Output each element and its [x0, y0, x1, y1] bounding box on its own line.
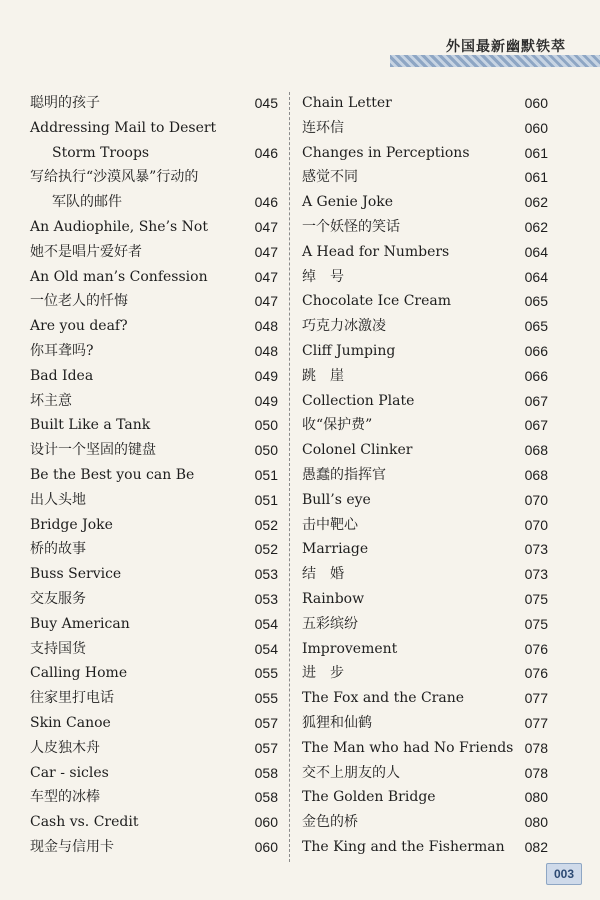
toc-entry — [30, 165, 278, 190]
toc-entry — [30, 488, 278, 513]
toc-entry-title: An Audiophile, She’s Not — [30, 218, 208, 235]
toc-entry-title: 结 婚 — [302, 566, 344, 583]
toc-entry — [30, 364, 278, 389]
toc-entry-title: 交友服务 — [30, 590, 86, 607]
toc-entry-page: 077 — [524, 714, 548, 731]
toc-entry-page: 049 — [254, 392, 278, 409]
toc-entry — [30, 562, 278, 587]
toc-entry-title: 金色的桥 — [302, 814, 358, 831]
toc-entry-page: 057 — [254, 714, 278, 731]
toc-entry-page: 045 — [254, 95, 278, 111]
toc-entry — [30, 711, 278, 736]
toc-entry — [30, 339, 278, 364]
toc-entry-title: Built Like a Tank — [30, 417, 151, 434]
toc-entry — [30, 389, 278, 414]
toc-entry-page: 082 — [524, 838, 548, 855]
toc-entry-title: 支持国货 — [30, 640, 86, 657]
toc-entry-title: Rainbow — [302, 590, 365, 607]
toc-entry — [302, 438, 548, 463]
toc-entry-title: 狐狸和仙鹤 — [302, 714, 372, 731]
toc-entry-title: Are you deaf? — [30, 318, 128, 335]
toc-entry-title: Skin Canoe — [30, 714, 111, 731]
header-decorative-band — [390, 55, 600, 67]
page-header — [0, 0, 600, 75]
toc-entry-page: 064 — [524, 243, 548, 260]
toc-entry-page: 061 — [524, 144, 548, 161]
toc-entry-title: 绰 号 — [302, 268, 344, 285]
toc-entry — [30, 91, 278, 116]
toc-entry — [30, 190, 278, 215]
toc-entry-title: 跳 崖 — [302, 367, 344, 384]
toc-entry-title: 桥的故事 — [30, 541, 86, 558]
toc-entry-page: 052 — [254, 541, 278, 558]
toc-entry — [302, 513, 548, 538]
toc-entry-page: 075 — [524, 615, 548, 632]
toc-entry — [302, 488, 548, 513]
toc-entry-page: 061 — [524, 169, 548, 186]
toc-entry-page: 080 — [524, 789, 548, 806]
toc-entry-title: 你耳聋吗? — [30, 342, 94, 359]
toc-entry-page: 057 — [254, 739, 278, 756]
toc-entry — [30, 289, 278, 314]
toc-entry — [302, 265, 548, 290]
toc-entry-page: 076 — [524, 640, 548, 657]
toc-entry-title: The Golden Bridge — [302, 789, 436, 806]
toc-entry-page: 062 — [524, 194, 548, 211]
toc-entry — [302, 537, 548, 562]
toc-entry — [302, 240, 548, 265]
toc-entry — [30, 141, 278, 166]
toc-entry-title: Cliff Jumping — [302, 342, 396, 359]
toc-entry-title: 交不上朋友的人 — [302, 764, 400, 781]
toc-entry-page: 054 — [254, 640, 278, 657]
toc-entry-title: 人皮独木舟 — [30, 739, 100, 756]
toc-entry — [302, 339, 548, 364]
toc-entry-page: 047 — [254, 293, 278, 310]
toc-entry-page: 058 — [254, 764, 278, 781]
toc-entry-page: 078 — [524, 739, 548, 756]
toc-entry-title: 聪明的孩子 — [30, 95, 100, 111]
toc-entry — [302, 612, 548, 637]
toc-entry — [302, 364, 548, 389]
toc-entry-page: 067 — [524, 417, 548, 434]
toc-entry-title: 一位老人的忏悔 — [30, 293, 128, 310]
toc-entry-page: 060 — [254, 814, 278, 831]
toc-entry-title: The Man who had No Friends — [302, 739, 514, 756]
toc-entry — [302, 413, 548, 438]
toc-entry — [302, 91, 548, 116]
toc-entry-title: 她不是唱片爱好者 — [30, 243, 142, 260]
toc-entry-page: 053 — [254, 566, 278, 583]
toc-entry-page: 062 — [524, 218, 548, 235]
toc-entry — [30, 438, 278, 463]
toc-entry — [30, 785, 278, 810]
toc-entry-page: 046 — [254, 144, 278, 161]
toc-entry-page: 049 — [254, 367, 278, 384]
page-number-badge: 003 — [546, 863, 582, 885]
toc-entry-title: 往家里打电话 — [30, 690, 114, 707]
toc-entry — [30, 686, 278, 711]
toc-entry — [30, 661, 278, 686]
toc-entry — [302, 736, 548, 761]
toc-entry — [302, 637, 548, 662]
toc-entry-page: 075 — [524, 590, 548, 607]
toc-entry-title: A Head for Numbers — [302, 243, 450, 260]
toc-entry-title: Marriage — [302, 541, 369, 558]
toc-entry — [30, 736, 278, 761]
toc-entry-page: 067 — [524, 392, 548, 409]
toc-entry-title: Bridge Joke — [30, 516, 113, 533]
toc-entry — [30, 537, 278, 562]
toc-entry — [302, 785, 548, 810]
toc-entry-page: 077 — [524, 690, 548, 707]
toc-entry — [30, 835, 278, 860]
toc-entry-title: Collection Plate — [302, 392, 415, 409]
toc-entry-title: Cash vs. Credit — [30, 814, 139, 831]
toc-entry-page: 047 — [254, 268, 278, 285]
toc-entry — [302, 661, 548, 686]
toc-entry-title: Chocolate Ice Cream — [302, 293, 452, 310]
toc-entry-page: 073 — [524, 566, 548, 583]
toc-entry-page: 065 — [524, 293, 548, 310]
toc-entry — [30, 587, 278, 612]
toc-entry-page: 078 — [524, 764, 548, 781]
toc-entry-page: 055 — [254, 665, 278, 682]
toc-entry-page: 076 — [524, 665, 548, 682]
toc-entry — [30, 116, 278, 141]
toc-entry-page: 054 — [254, 615, 278, 632]
toc-entry — [30, 513, 278, 538]
toc-entry — [30, 463, 278, 488]
toc-entry-title: 连环信 — [302, 119, 344, 136]
toc-entry-page: 051 — [254, 466, 278, 483]
toc-entry-title: Buy American — [30, 615, 130, 632]
toc-entry-page: 066 — [524, 367, 548, 384]
toc-entry — [30, 240, 278, 265]
toc-entry-page: 060 — [524, 119, 548, 136]
toc-entry — [30, 761, 278, 786]
toc-entry — [302, 116, 548, 141]
toc-entry — [30, 637, 278, 662]
toc-entry-title: 出人头地 — [30, 491, 86, 508]
toc-entry-title: 击中靶心 — [302, 516, 358, 533]
toc-entry-page: 080 — [524, 814, 548, 831]
column-divider — [289, 92, 290, 862]
toc-entry-title: 车型的冰棒 — [30, 789, 100, 806]
toc-entry-title: 五彩缤纷 — [302, 615, 358, 632]
toc-entry-page: 064 — [524, 268, 548, 285]
toc-entry-page: 053 — [254, 590, 278, 607]
toc-entry-title: Bull’s eye — [302, 491, 371, 508]
toc-entry-page: 066 — [524, 342, 548, 359]
toc-entry — [302, 389, 548, 414]
toc-entry — [302, 835, 548, 860]
toc-entry — [302, 215, 548, 240]
toc-entry-page: 065 — [524, 318, 548, 335]
toc-right-column — [302, 91, 548, 860]
toc-entry — [302, 289, 548, 314]
toc-entry-title: 军队的邮件 — [52, 194, 122, 211]
toc-entry-title: 巧克力冰激凌 — [302, 318, 386, 335]
toc-entry-title: Improvement — [302, 640, 398, 657]
toc-entry-title: 设计一个坚固的键盘 — [30, 442, 156, 459]
toc-entry-title: Chain Letter — [302, 95, 392, 111]
toc-entry — [302, 761, 548, 786]
toc-entry-page: 060 — [524, 95, 548, 111]
toc-entry — [30, 215, 278, 240]
running-head-title: 外国最新幽默铁萃 — [446, 39, 566, 55]
toc-entry — [302, 587, 548, 612]
toc-entry — [302, 141, 548, 166]
toc-entry-title: 进 步 — [302, 665, 344, 682]
toc-entry-title: The Fox and the Crane — [302, 690, 465, 707]
toc-entry-title: Storm Troops — [52, 144, 150, 161]
toc-entry — [30, 314, 278, 339]
toc-entry-title: An Old man’s Confession — [30, 268, 208, 285]
toc-entry — [302, 686, 548, 711]
toc-entry-page: 070 — [524, 491, 548, 508]
toc-entry — [30, 265, 278, 290]
toc-entry-title: Car - sicles — [30, 764, 109, 781]
toc-entry-title: Changes in Perceptions — [302, 144, 470, 161]
toc-entry — [302, 711, 548, 736]
toc-entry-title: Buss Service — [30, 566, 122, 583]
toc-entry-page: 068 — [524, 442, 548, 459]
toc-entry-title: Be the Best you can Be — [30, 466, 195, 483]
toc-entry — [30, 810, 278, 835]
toc-entry-title: The King and the Fisherman — [302, 838, 505, 855]
toc-entry-title: 坏主意 — [30, 392, 72, 409]
toc-entry-page: 047 — [254, 218, 278, 235]
toc-entry-page: 070 — [524, 516, 548, 533]
toc-entry-page: 048 — [254, 318, 278, 335]
toc-entry-title: Colonel Clinker — [302, 442, 413, 459]
toc-entry-title: 现金与信用卡 — [30, 838, 114, 855]
toc-entry-page: 058 — [254, 789, 278, 806]
toc-entry-title: 收“保护费” — [302, 417, 373, 434]
toc-entry-page: 050 — [254, 442, 278, 459]
toc-entry-page: 060 — [254, 838, 278, 855]
toc-entry-page: 050 — [254, 417, 278, 434]
toc-entry — [302, 314, 548, 339]
toc-entry-title: Bad Idea — [30, 367, 94, 384]
toc-left-column — [30, 91, 278, 860]
toc-entry-page: 068 — [524, 466, 548, 483]
toc-entry — [302, 190, 548, 215]
toc-entry — [30, 612, 278, 637]
toc-entry-title: Addressing Mail to Desert — [30, 119, 217, 136]
toc-entry-title: 一个妖怪的笑话 — [302, 218, 400, 235]
toc-entry-title: 愚蠢的指挥官 — [302, 466, 386, 483]
toc-entry — [30, 413, 278, 438]
toc-entry-page: 055 — [254, 690, 278, 707]
toc-entry-title: 感觉不同 — [302, 169, 358, 186]
toc-entry-page: 052 — [254, 516, 278, 533]
toc-entry — [302, 165, 548, 190]
toc-entry-title: Calling Home — [30, 665, 128, 682]
toc-entry — [302, 562, 548, 587]
toc-entry-page: 046 — [254, 194, 278, 211]
toc-entry — [302, 810, 548, 835]
toc-entry-page: 051 — [254, 491, 278, 508]
toc-entry — [302, 463, 548, 488]
toc-entry-title: A Genie Joke — [302, 194, 394, 211]
toc-entry-page: 073 — [524, 541, 548, 558]
toc-entry-page: 048 — [254, 342, 278, 359]
toc-entry-title: 写给执行“沙漠风暴”行动的 — [30, 169, 199, 186]
toc-entry-page: 047 — [254, 243, 278, 260]
